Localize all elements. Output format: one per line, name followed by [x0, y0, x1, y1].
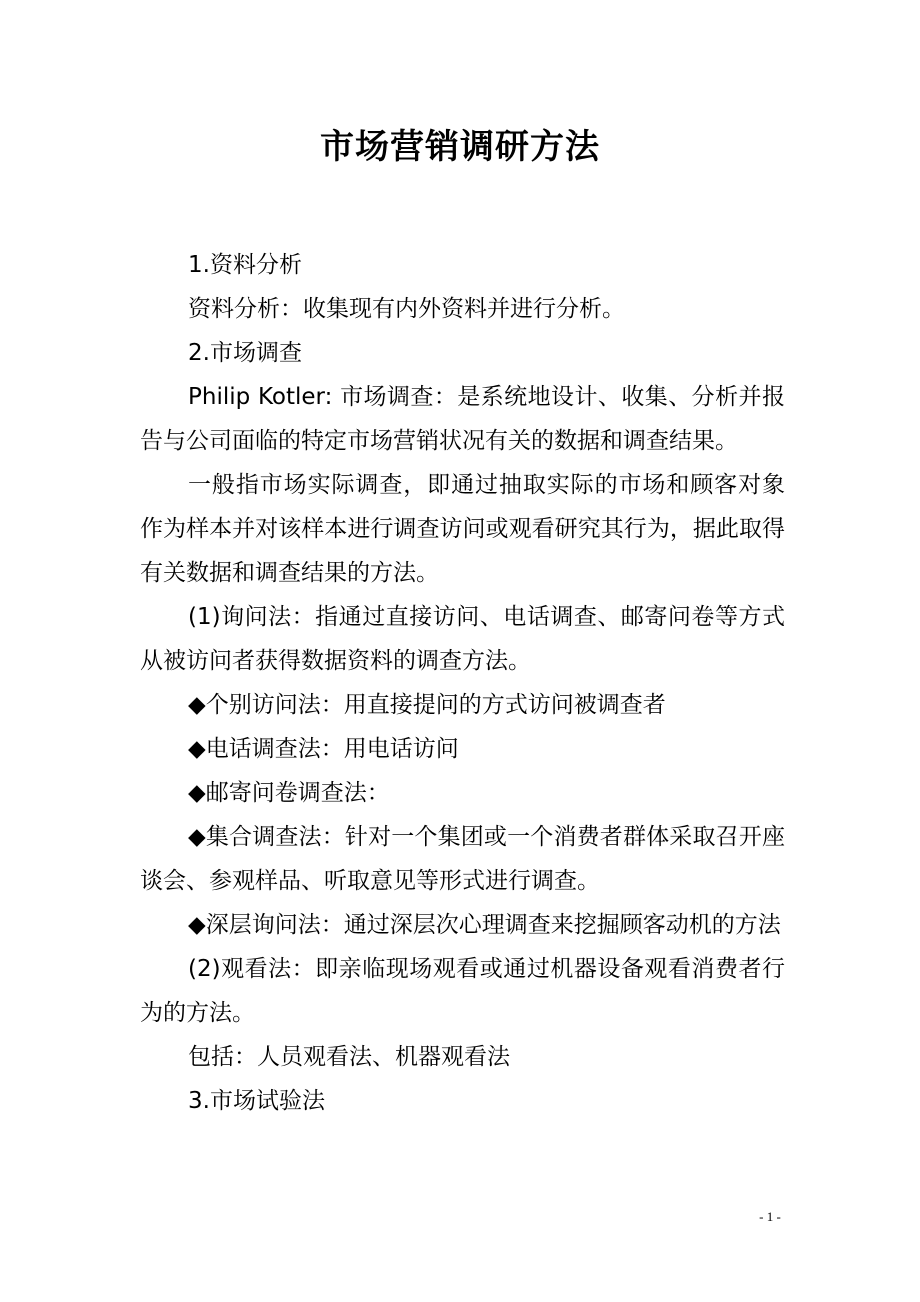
bullet-telephone-survey: ◆电话调查法：用电话访问: [188, 736, 459, 762]
bullet-individual-interview: ◆个别访问法：用直接提问的方式访问被调查者: [188, 692, 666, 718]
paragraph-data-analysis-definition: 资料分析：收集现有内外资料并进行分析。: [188, 296, 625, 322]
paragraph-general-meaning: 一般指市场实际调查，即通过抽取实际的市场和顾客对象作为样本并对该样本进行调查访问或观看研究其行为，据此取得有关数据和调查结果的方法。: [140, 472, 785, 586]
paragraph-observation-types: 包括：人员观看法、机器观看法: [188, 1044, 510, 1070]
document-body: [140, 243, 785, 1123]
section-heading-data-analysis: 1.资料分析: [188, 252, 302, 278]
bullet-depth-interview: ◆深层询问法：通过深层次心理调查来挖掘顾客动机的方法: [188, 912, 781, 938]
paragraph-observation-method: (2)观看法：即亲临现场观看或通过机器设备观看消费者行为的方法。: [140, 956, 785, 1026]
document-title: 市场营销调研方法: [320, 127, 600, 167]
paragraph-inquiry-method: (1)询问法：指通过直接访问、电话调查、邮寄问卷等方式从被访问者获得数据资料的调查方法。: [140, 604, 785, 674]
section-heading-market-survey: 2.市场调查: [188, 340, 302, 366]
page-number: - 1 -: [759, 1209, 781, 1224]
paragraph-kotler-definition: Philip Kotler: 市场调查：是系统地设计、收集、分析并报告与公司面临的特定市场营销状况有关的数据和调查结果。: [140, 384, 785, 454]
bullet-mail-questionnaire: ◆邮寄问卷调查法：: [188, 780, 390, 806]
section-heading-market-experiment: 3.市场试验法: [188, 1088, 325, 1114]
bullet-group-survey: ◆集合调查法：针对一个集团或一个消费者群体采取召开座谈会、参观样品、听取意见等形式进行调查。: [140, 824, 785, 894]
